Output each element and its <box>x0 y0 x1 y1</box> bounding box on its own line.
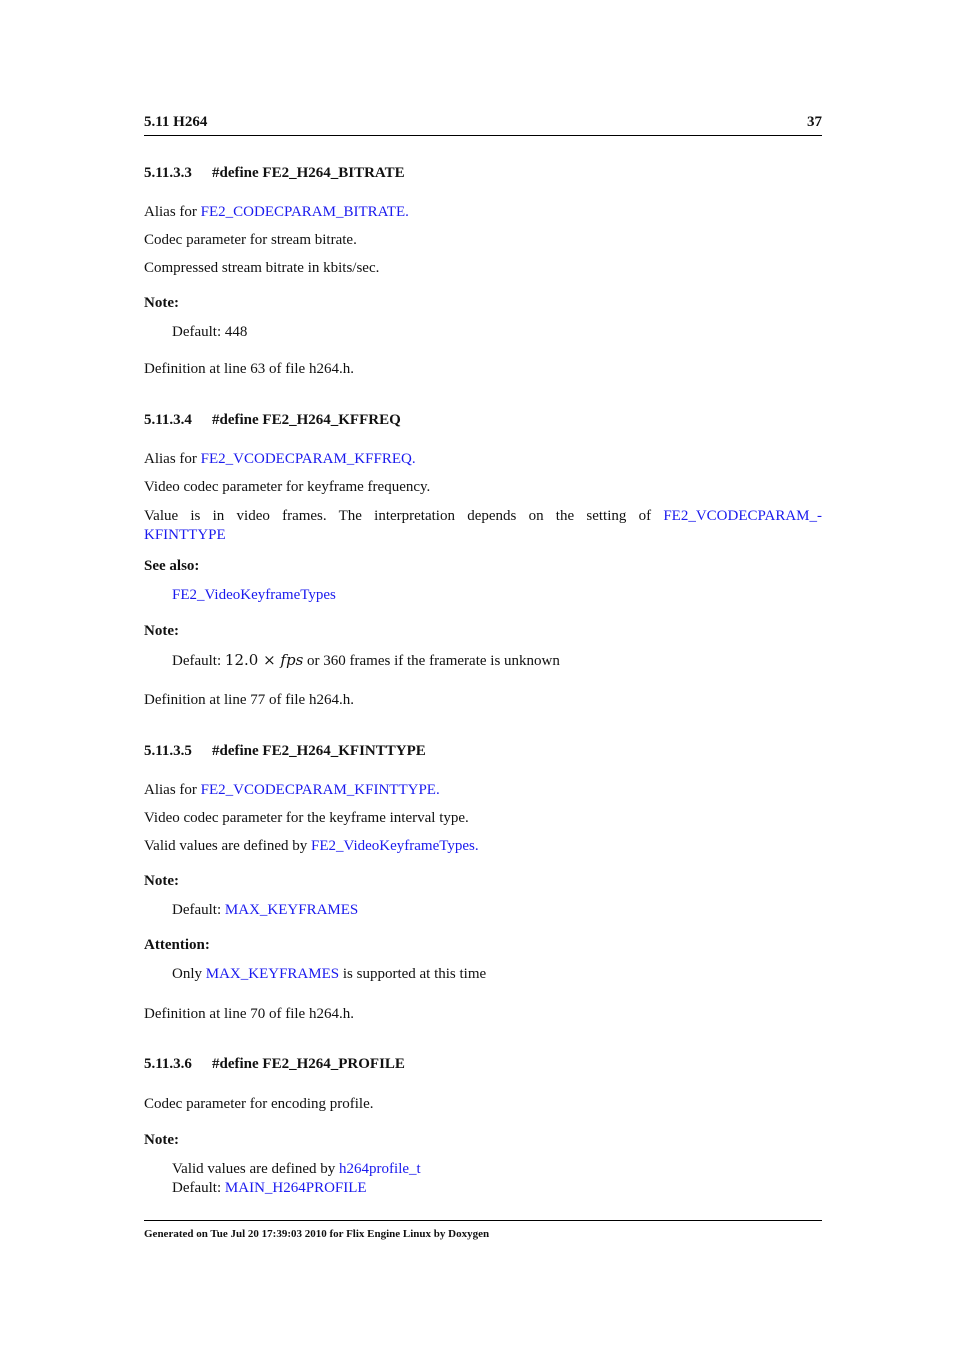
page-footer <box>144 1220 822 1244</box>
note-text: Default: 12.0 × fps or 360 frames if the framerate is unknown <box>172 651 560 669</box>
section-heading-kffreq <box>144 411 401 430</box>
description: Compressed stream bitrate in kbits/sec. <box>144 260 380 276</box>
main-h264profile-link[interactable]: MAIN_H264PROFILE <box>224 1180 367 1196</box>
alias-line: Alias for FE2_VCODECPARAM_KFFREQ. <box>144 451 416 467</box>
kfinttype-link-cont[interactable]: KFINTTYPE <box>144 527 226 543</box>
header-section-title: 5.11 H264 <box>144 114 208 130</box>
definition-line: Definition at line 63 of file h264.h. <box>144 361 354 377</box>
note-label: Note: <box>144 873 179 889</box>
math-expression: 12.0 × fps <box>224 651 304 669</box>
note-label: Note: <box>144 1132 179 1148</box>
alias-link-bitrate[interactable]: FE2_CODECPARAM_BITRATE <box>200 204 406 220</box>
keyframe-types-link[interactable]: FE2_VideoKeyframeTypes <box>311 838 475 854</box>
alias-link-kffreq[interactable]: FE2_VCODECPARAM_KFFREQ <box>200 451 412 467</box>
value-paragraph-cont <box>144 526 226 545</box>
section-heading-kfinttype <box>144 742 426 761</box>
description: Video codec parameter for keyframe frequency. <box>144 479 431 495</box>
note-text: Valid values are defined by h264profile_t <box>172 1161 421 1177</box>
running-header <box>144 113 822 136</box>
section-number: 5.11.3.4 <box>144 412 192 428</box>
value-paragraph: Value is in video frames. The interpretation depends on the setting of FE2_VCODECPARAM_- <box>144 508 822 524</box>
keyframe-types-link[interactable]: FE2_VideoKeyframeTypes <box>172 587 336 603</box>
max-keyframes-link[interactable]: MAX_KEYFRAMES <box>224 902 359 918</box>
h264profile-link[interactable]: h264profile_t <box>339 1161 421 1177</box>
see-also-label: See also: <box>144 558 200 574</box>
note-label: Note: <box>144 295 179 311</box>
definition-line: Definition at line 77 of file h264.h. <box>144 692 354 708</box>
note-text: Default: 448 <box>172 324 248 340</box>
section-number: 5.11.3.6 <box>144 1056 192 1072</box>
section-heading-bitrate <box>144 164 405 183</box>
see-also-item <box>172 586 336 605</box>
alias-line: Alias for FE2_CODECPARAM_BITRATE. <box>144 204 409 220</box>
max-keyframes-link[interactable]: MAX_KEYFRAMES <box>205 966 340 982</box>
footer-text: Generated on Tue Jul 20 17:39:03 2010 for Flix Engine Linux by Doxygen <box>144 1228 490 1240</box>
section-title: #define FE2_H264_KFINTTYPE <box>212 743 426 759</box>
attention-label: Attention: <box>144 937 210 953</box>
section-number: 5.11.3.5 <box>144 743 192 759</box>
valid-values-line: Valid values are defined by FE2_VideoKeyframeTypes. <box>144 838 479 854</box>
note-label: Note: <box>144 623 179 639</box>
description: Codec parameter for encoding profile. <box>144 1096 374 1112</box>
alias-link-kfinttype[interactable]: FE2_VCODECPARAM_KFINTTYPE <box>200 782 436 798</box>
note-text: Default: MAX_KEYFRAMES <box>172 902 359 918</box>
section-title: #define FE2_H264_BITRATE <box>212 165 405 181</box>
attention-text: Only MAX_KEYFRAMES is supported at this time <box>172 966 487 982</box>
section-title: #define FE2_H264_PROFILE <box>212 1056 405 1072</box>
description: Video codec parameter for the keyframe interval type. <box>144 810 469 826</box>
kfinttype-link[interactable]: FE2_VCODECPARAM_- <box>663 508 822 524</box>
note-text: Default: MAIN_H264PROFILE <box>172 1180 367 1196</box>
alias-line: Alias for FE2_VCODECPARAM_KFINTTYPE. <box>144 782 440 798</box>
definition-line: Definition at line 70 of file h264.h. <box>144 1006 354 1022</box>
description: Codec parameter for stream bitrate. <box>144 232 357 248</box>
section-title: #define FE2_H264_KFFREQ <box>212 412 401 428</box>
section-heading-profile <box>144 1055 405 1074</box>
section-number: 5.11.3.3 <box>144 165 192 181</box>
page-number: 37 <box>807 114 822 130</box>
